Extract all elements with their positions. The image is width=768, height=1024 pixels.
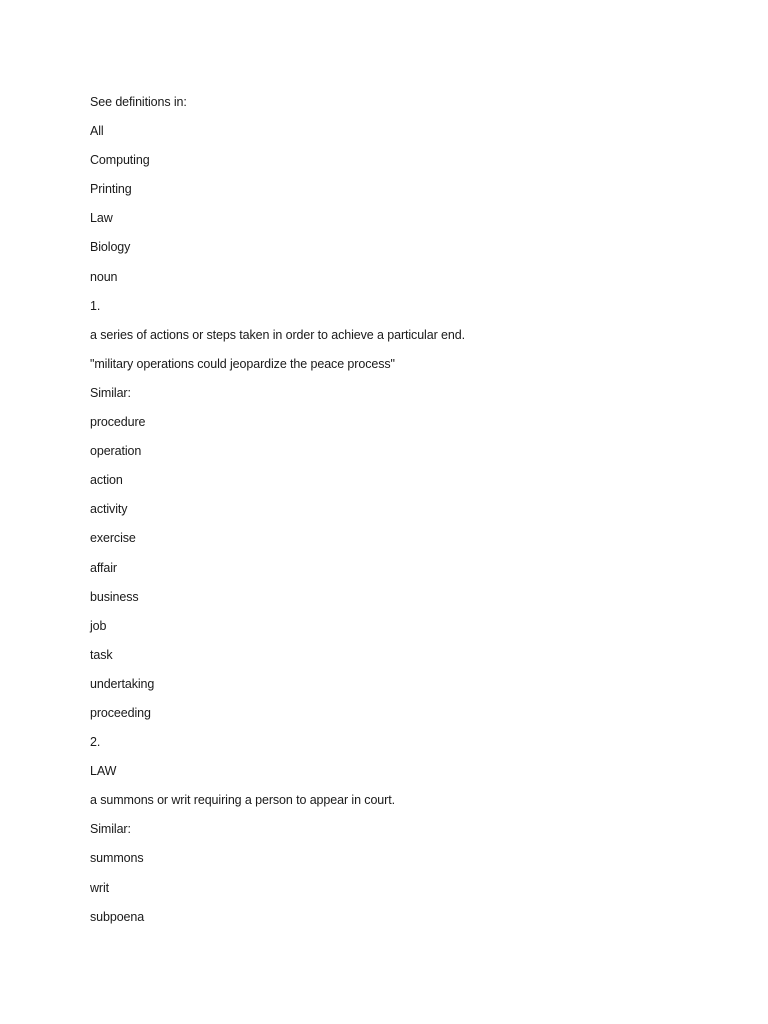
- synonym-business: business: [90, 589, 139, 604]
- synonym-proceeding: proceeding: [90, 705, 151, 720]
- sense-2-number: 2.: [90, 735, 101, 750]
- synonym-subpoena: subpoena: [90, 909, 145, 924]
- sense-1-similar-label: Similar:: [90, 385, 131, 400]
- category-biology: Biology: [90, 240, 131, 255]
- synonym-task: task: [90, 647, 113, 662]
- category-computing: Computing: [90, 153, 150, 168]
- synonym-undertaking: undertaking: [90, 676, 155, 691]
- synonym-job: job: [90, 618, 107, 633]
- category-all: All: [90, 124, 104, 139]
- category-printing: Printing: [90, 182, 132, 197]
- sense-1-definition: a series of actions or steps taken in order to achieve a particular end.: [90, 327, 465, 342]
- synonym-writ: writ: [90, 880, 110, 895]
- synonym-affair: affair: [90, 560, 117, 575]
- category-law: Law: [90, 211, 113, 226]
- synonym-operation: operation: [90, 444, 142, 459]
- sense-1-example: "military operations could jeopardize the peace process": [90, 356, 395, 371]
- definitions-header: See definitions in:: [90, 95, 187, 109]
- synonym-procedure: procedure: [90, 415, 146, 430]
- synonym-activity: activity: [90, 502, 128, 517]
- synonym-exercise: exercise: [90, 531, 136, 546]
- sense-1-number: 1.: [90, 298, 101, 313]
- definition-document: [90, 92, 730, 936]
- sense-2-definition: a summons or writ requiring a person to appear in court.: [90, 793, 395, 808]
- part-of-speech: noun: [90, 269, 118, 284]
- sense-2-domain: LAW: [90, 764, 117, 779]
- sense-2-similar-label: Similar:: [90, 822, 131, 837]
- synonym-action: action: [90, 473, 123, 488]
- synonym-summons: summons: [90, 851, 144, 866]
